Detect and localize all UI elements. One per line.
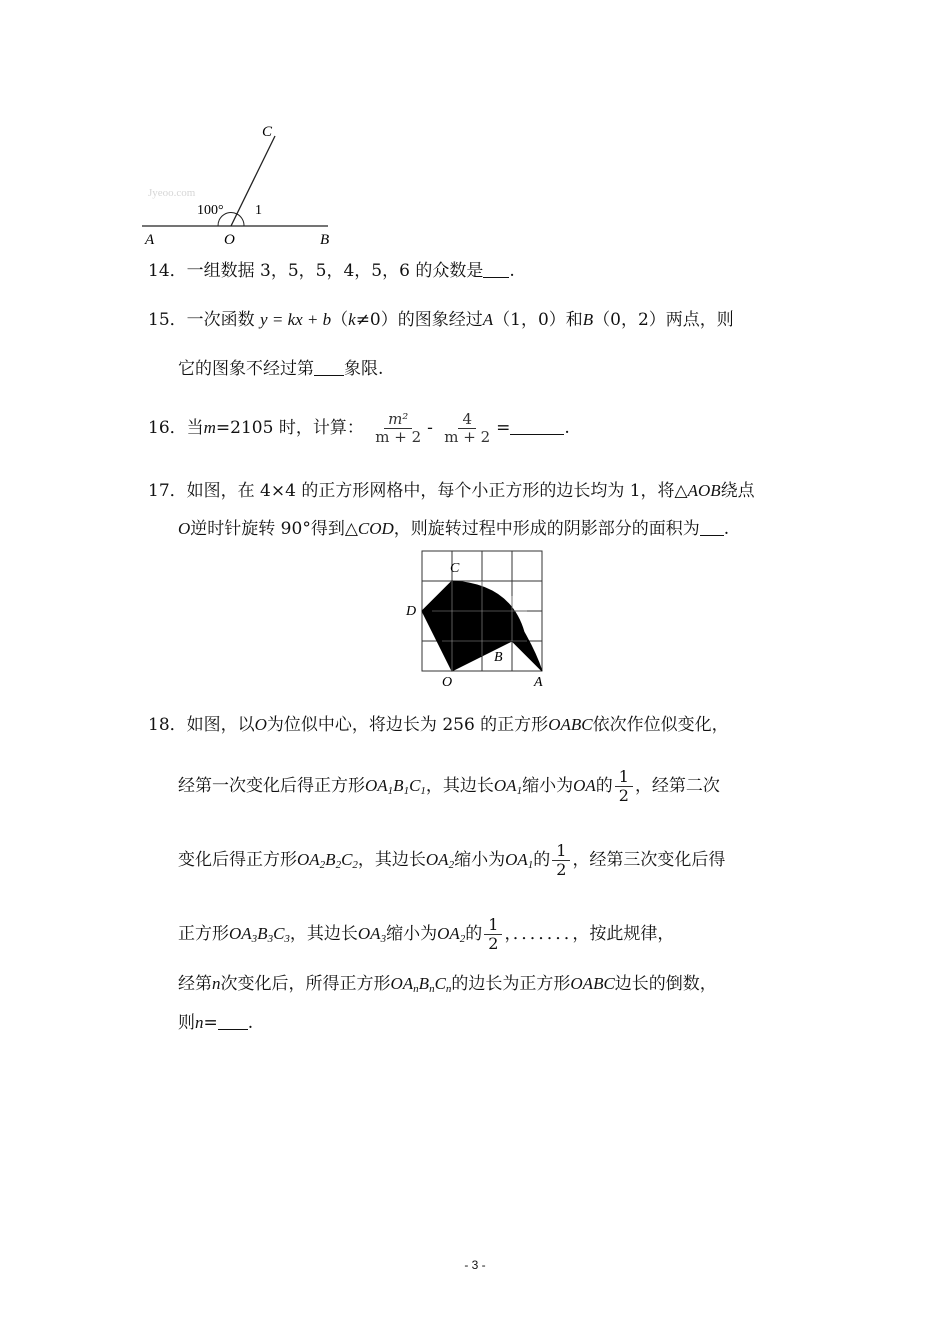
grid-rotation-figure (402, 548, 554, 690)
q16-fraction-2 (440, 411, 494, 446)
question-17 (148, 479, 755, 503)
q16-frac2-num: 4 (458, 411, 476, 429)
page-number: - 3 - (464, 1258, 486, 1272)
fig-label-o: O (442, 675, 453, 690)
fig-label-b: B (494, 650, 503, 665)
question-18-line-2 (178, 764, 720, 813)
q15-cond-rest: ≠0） (355, 310, 398, 330)
q18-l3-square: $OA_2B_2C_2$ (297, 850, 358, 871)
q16-minus: - (427, 418, 433, 438)
q14-number: 14． (148, 261, 187, 281)
q18-l5e: 边长的倒数， (614, 974, 717, 994)
q18-l2c: 缩小为 (522, 776, 574, 796)
q15-text-2: 的图象经过 (397, 310, 483, 330)
q16-end: . (564, 418, 570, 438)
q15-b-coord: （0，2）两点，则 (593, 310, 734, 330)
q18-l2e: ，经第二次 (634, 776, 720, 796)
q15-number: 15． (148, 310, 187, 330)
q16-text-1: 当 (186, 418, 204, 438)
q18-l6end: . (247, 1013, 254, 1033)
fig-label-d: D (406, 604, 417, 619)
q15-answer-blank (314, 357, 344, 376)
question-15-line-2 (178, 357, 383, 381)
q18-l3a: 变化后得正方形 (178, 850, 297, 870)
q18-l6b: = (203, 1013, 218, 1033)
q17-answer-blank (700, 517, 724, 536)
q15-a-coord: （1，0）和 (493, 310, 583, 330)
q17-aob: AOB (687, 481, 721, 500)
q15-point-a: A (482, 310, 494, 329)
angle-1-arc (237, 214, 244, 226)
q16-frac1-den: m + 2 (375, 428, 422, 446)
q18-l3-oa2: $OA_2$ (425, 850, 455, 871)
q18-l5a: 经第 (178, 974, 212, 994)
q17-line1: 如图，在 4×4 的正方形网格中，每个小正方形的边长均为 1，将△ (186, 481, 688, 501)
q17-line1b: 绕点 (720, 481, 755, 501)
q18-l2-square: $OA_1B_1C_1$ (365, 776, 426, 797)
q16-frac1-num: m² (384, 411, 412, 429)
q18-l2-oa: OA (573, 776, 596, 795)
q18-l5c: 的边长为正方形 (451, 974, 571, 994)
q18-number: 18． (148, 715, 187, 735)
question-14 (148, 259, 515, 283)
q15-cond-open: （ (331, 310, 349, 330)
q16-eq: = (496, 418, 511, 438)
question-18-line-4 (178, 912, 674, 961)
q18-l1d: 依次作位似变化， (592, 715, 729, 735)
fig-label-c: C (450, 561, 460, 576)
question-18-line-6 (178, 1011, 253, 1035)
ray-oc (231, 136, 275, 226)
q18-l2a: 经第一次变化后得正方形 (178, 776, 365, 796)
q15-line2-a: 它的图象不经过第 (178, 359, 314, 379)
question-18-line-5 (178, 972, 717, 1001)
q18-l4d: 的 (465, 924, 483, 944)
q18-l3d: 的 (533, 850, 551, 870)
q14-answer-blank (483, 259, 509, 278)
q18-l4-oa3: $OA_3$ (357, 924, 387, 945)
q18-l2-oa1: $OA_1$ (493, 776, 523, 797)
q15-point-b: B (582, 310, 594, 329)
q16-answer-blank (510, 416, 564, 435)
q18-l3b: ，其边长 (357, 850, 426, 870)
q15-cond-k: k (348, 310, 356, 329)
q17-o: O (178, 519, 191, 538)
q18-l1a: 如图，以 (186, 715, 255, 735)
angle-1-label: 1 (255, 203, 262, 218)
q14-end: . (509, 261, 515, 281)
q16-m: m (203, 418, 216, 437)
q17-number: 17． (148, 481, 187, 501)
q18-l1c: OABC (548, 715, 593, 734)
angle-100-label: 100° (197, 203, 224, 218)
q18-l2b: ，其边长 (425, 776, 494, 796)
q18-l3e: ，经第三次变化后得 (572, 850, 726, 870)
label-c: C (262, 124, 273, 140)
label-a: A (145, 232, 155, 248)
q18-half-1: $\frac{1}{2}$ (615, 768, 633, 805)
q18-l3-oa1: $OA_1$ (505, 850, 534, 871)
q18-l4b: ，其边长 (289, 924, 358, 944)
question-18-line-3 (178, 838, 725, 887)
label-o: O (224, 232, 235, 248)
q18-l4a: 正方形 (178, 924, 229, 944)
fig-label-a: A (534, 675, 543, 690)
q16-text-2: =2105 时，计算： (215, 418, 364, 438)
q18-l1o: O (254, 715, 267, 734)
q18-l3c: 缩小为 (454, 850, 506, 870)
q16-fraction-1 (371, 411, 425, 446)
q16-number: 16． (148, 418, 187, 438)
q18-l5d: OABC (570, 974, 615, 993)
q18-answer-blank (218, 1011, 248, 1030)
q18-l5n: n (212, 974, 221, 993)
q17-cod: COD (357, 519, 394, 538)
q18-l4-square: $OA_3B_3C_3$ (229, 924, 290, 945)
q15-formula: y = kx + b (260, 310, 332, 329)
q18-l4e: ，．．．．．．．，按此规律， (504, 924, 675, 944)
question-18 (148, 713, 729, 737)
q18-l6a: 则 (178, 1013, 195, 1033)
angle-figure (138, 118, 348, 248)
question-15 (148, 308, 734, 332)
q14-text: 一组数据 3，5，5，4，5，6 的众数是 (186, 261, 484, 281)
q15-text-1: 一次函数 (186, 310, 255, 330)
q17-line2b: ，则旋转过程中形成的阴影部分的面积为 (393, 519, 700, 539)
question-17-line-2 (178, 517, 729, 541)
label-b: B (320, 232, 330, 248)
q18-l4-oa2: $OA_2$ (437, 924, 466, 945)
q18-l1b: 为位似中心，将边长为 256 的正方形 (266, 715, 549, 735)
q17-end: . (723, 519, 730, 539)
q18-half-2: $\frac{1}{2}$ (552, 842, 570, 879)
q18-l2d: 的 (595, 776, 613, 796)
q16-frac2-den: m + 2 (444, 428, 491, 446)
question-16 (148, 406, 570, 450)
q15-line2-b: 象限. (344, 359, 384, 379)
q18-l6n: n (195, 1013, 204, 1032)
watermark: Jyeoo.com (148, 187, 196, 199)
q17-line2: 逆时针旋转 90°得到△ (190, 519, 358, 539)
q18-l4c: 缩小为 (386, 924, 438, 944)
q18-l5b: 次变化后，所得正方形 (220, 974, 391, 994)
q18-l5-square: $OA_nB_nC_n$ (390, 974, 452, 995)
q18-half-3: $\frac{1}{2}$ (484, 916, 502, 953)
